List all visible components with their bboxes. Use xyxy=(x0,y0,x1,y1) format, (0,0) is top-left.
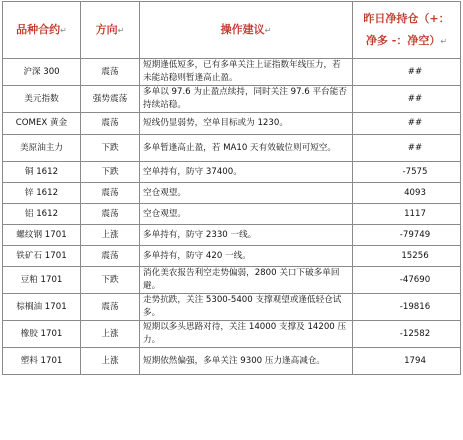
cell-product: 螺纹钢 1701 xyxy=(3,225,81,246)
cell-advice: 短期依然偏强，多单关注 9300 压力逢高减仓。 xyxy=(140,348,353,375)
cell-position: ## xyxy=(353,135,461,162)
cell-direction: 下跌 xyxy=(81,135,140,162)
table-row xyxy=(3,267,461,294)
cell-product: 美原油主力 xyxy=(3,135,81,162)
cell-direction: 强势震荡 xyxy=(81,86,140,113)
cell-direction: 上涨 xyxy=(81,348,140,375)
cell-product: 塑料 1701 xyxy=(3,348,81,375)
cell-advice: 消化美农报告利空走势偏弱，2800 关口下破多单回避。 xyxy=(140,267,353,294)
cell-advice: 走势抗跌，关注 5300-5400 支撑观望或逢低轻仓试多。 xyxy=(140,294,353,321)
cell-position: -12582 xyxy=(353,321,461,348)
table-row xyxy=(3,135,461,162)
cell-product: 橡胶 1701 xyxy=(3,321,81,348)
table-row xyxy=(3,183,461,204)
cell-direction: 震荡 xyxy=(81,204,140,225)
cell-position: 1794 xyxy=(353,348,461,375)
return-mark: ↵ xyxy=(60,26,67,35)
cell-advice: 短期逢低短多，已有多单关注上证指数年线压力，若未能站稳则暂逢高止盈。 xyxy=(140,59,353,86)
cell-advice: 多单暂逢高止盈，若 MA10 天有效破位则可短空。 xyxy=(140,135,353,162)
cell-position: ## xyxy=(353,59,461,86)
table-row xyxy=(3,162,461,183)
cell-advice: 空单持有，防守 37400。 xyxy=(140,162,353,183)
header-advice: 操作建议↵ xyxy=(140,2,353,59)
table-row xyxy=(3,59,461,86)
cell-direction: 上涨 xyxy=(81,321,140,348)
cell-position: -79749 xyxy=(353,225,461,246)
cell-position: ## xyxy=(353,113,461,135)
header-product: 品种合约↵ xyxy=(3,2,81,59)
table-row xyxy=(3,86,461,113)
cell-product: 沪深 300 xyxy=(3,59,81,86)
cell-product: 棕榈油 1701 xyxy=(3,294,81,321)
table-row xyxy=(3,246,461,267)
table-header-row xyxy=(3,2,461,59)
cell-product: 豆粕 1701 xyxy=(3,267,81,294)
cell-product: COMEX 黄金 xyxy=(3,113,81,135)
cell-product: 美元指数 xyxy=(3,86,81,113)
cell-product: 铝 1612 xyxy=(3,204,81,225)
table-row xyxy=(3,294,461,321)
header-position-line1: 昨日净持仓（+： xyxy=(363,11,450,25)
cell-position: ## xyxy=(353,86,461,113)
cell-direction: 震荡 xyxy=(81,246,140,267)
cell-position: 1117 xyxy=(353,204,461,225)
cell-advice: 多单持有，防守 2330 一线。 xyxy=(140,225,353,246)
cell-advice: 多单以 97.6 为止盈点续持，同时关注 97.6 平台能否持续站稳。 xyxy=(140,86,353,113)
cell-product: 铜 1612 xyxy=(3,162,81,183)
table-row xyxy=(3,204,461,225)
table-row xyxy=(3,113,461,135)
cell-product: 锌 1612 xyxy=(3,183,81,204)
cell-advice: 空仓观望。 xyxy=(140,204,353,225)
cell-position: -47690 xyxy=(353,267,461,294)
cell-advice: 短线仍显弱势，空单目标或为 1230。 xyxy=(140,113,353,135)
cell-advice: 空仓观望。 xyxy=(140,183,353,204)
header-position xyxy=(353,2,461,59)
cell-position: -7575 xyxy=(353,162,461,183)
return-mark: ↵ xyxy=(264,26,272,35)
futures-advice-table xyxy=(2,1,461,375)
cell-direction: 震荡 xyxy=(81,59,140,86)
cell-advice: 短期以多头思路对待，关注 14000 支撑及 14200 压力。 xyxy=(140,321,353,348)
header-direction: 方向↵ xyxy=(81,2,140,59)
return-mark: ↵ xyxy=(117,26,125,35)
cell-product: 铁矿石 1701 xyxy=(3,246,81,267)
return-mark: ↵ xyxy=(440,36,448,46)
header-position-line2: 净多 -：净空）↵ xyxy=(365,33,448,47)
cell-direction: 震荡 xyxy=(81,113,140,135)
cell-position: 15256 xyxy=(353,246,461,267)
cell-direction: 上涨 xyxy=(81,225,140,246)
cell-position: -19816 xyxy=(353,294,461,321)
cell-direction: 下跌 xyxy=(81,267,140,294)
table-row xyxy=(3,348,461,375)
table-row xyxy=(3,225,461,246)
cell-direction: 下跌 xyxy=(81,162,140,183)
cell-advice: 多单持有，防守 420 一线。 xyxy=(140,246,353,267)
cell-position: 4093 xyxy=(353,183,461,204)
cell-direction: 震荡 xyxy=(81,183,140,204)
cell-direction: 震荡 xyxy=(81,294,140,321)
table-row xyxy=(3,321,461,348)
